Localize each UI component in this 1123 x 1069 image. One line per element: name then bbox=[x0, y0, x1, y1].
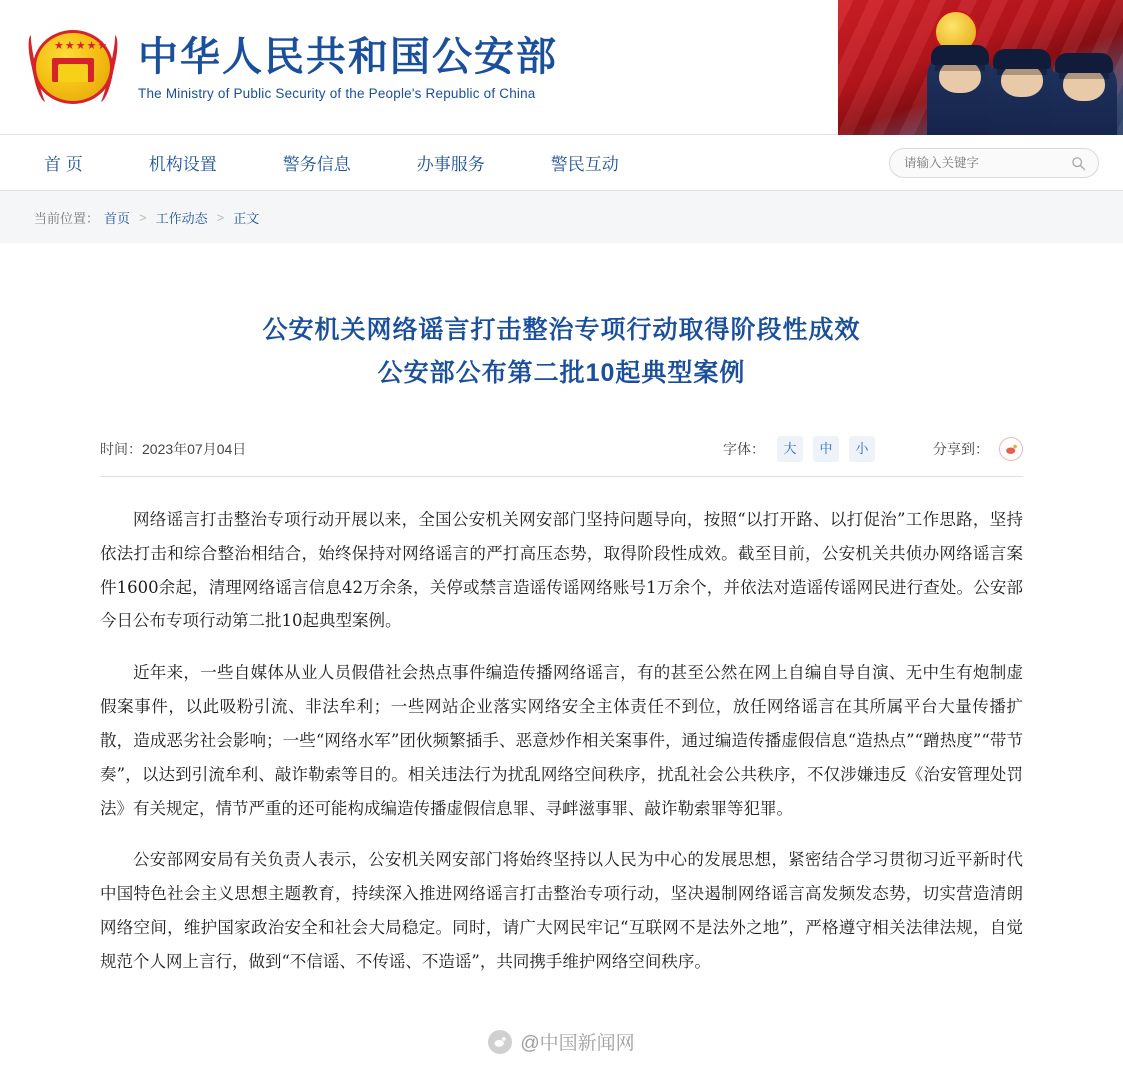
site-title: 中华人民共和国公安部 bbox=[138, 33, 558, 80]
search-input[interactable] bbox=[902, 155, 1062, 171]
share-label: 分享到： bbox=[933, 441, 989, 457]
article-paragraph-2: 近年来，一些自媒体从业人员假借社会热点事件编造传播网络谣言，有的甚至公然在网上自编自导自演、无中生有炮制虚假案事件，以此吸粉引流、非法牟利；一些网站企业落实网络安全主体责任不到位，放任网络谣言在其所属平台大量传播扩散，造成恶劣社会影响；一些“网络水军”团伙频繁插手、恶意炒作相关案事件，通过编造传播虚假信息“造热点”“蹭热度”“带节奏”，以达到引流牟利、敲诈勒索等目的。相关违法行为扰乱网络空间秩序，扰乱社会公共秩序，不仅涉嫌违反《治安管理处罚法》有关规定，情节严重的还可能构成编造传播虚假信息罪、寻衅滋事罪、敲诈勒索罪等犯罪。 bbox=[100, 663, 1023, 818]
breadcrumb-current: 正文 bbox=[233, 210, 260, 226]
police-honor-guard-banner bbox=[838, 0, 1123, 135]
article-paragraph-3: 公安部网安局有关负责人表示，公安机关网安部门将始终坚持以人民为中心的发展思想，紧密结合学习贯彻习近平新时代中国特色社会主义思想主题教育，持续深入推进网络谣言打击整治专项行动，坚决遏制网络谣言高发频发态势，切实营造清朗网络空间，维护国家政治安全和社会大局稳定。同时，请广大网民牢记“互联网不是法外之地”，严格遵守相关法律法规，自觉规范个人网上言行，做到“不信谣、不传谣、不造谣”，共同携手维护网络空间秩序。 bbox=[100, 850, 1023, 971]
article bbox=[0, 243, 1123, 979]
nav-item-interaction[interactable]: 警民互动 bbox=[550, 155, 619, 174]
breadcrumb-separator: > bbox=[139, 209, 147, 225]
breadcrumb-item-worknews[interactable]: 工作动态 bbox=[155, 210, 208, 226]
font-size-medium[interactable]: 中 bbox=[813, 436, 839, 462]
font-size-label: 字体： bbox=[723, 441, 765, 457]
breadcrumb bbox=[0, 191, 1123, 243]
article-paragraph-1: 网络谣言打击整治专项行动开展以来，全国公安机关网安部门坚持问题导向，按照“以打开路、以打促治”工作思路，坚持依法打击和综合整治相结合，始终保持对网络谣言的严打高压态势，取得阶段性成效。截至目前，公安机关共侦办网络谣言案件1600余起，清理网络谣言信息42万余条，关停或禁言造谣传谣网络账号1万余个，并依法对造谣传谣网民进行查处。公安部今日公布专项行动第二批10起典型案例。 bbox=[100, 510, 1023, 631]
site-subtitle: The Ministry of Public Security of the People's Republic of China bbox=[138, 85, 536, 101]
font-size-small[interactable]: 小 bbox=[849, 436, 875, 462]
site-title-block bbox=[138, 34, 558, 101]
main-nav bbox=[0, 135, 1123, 191]
weibo-share-icon[interactable] bbox=[999, 437, 1023, 461]
nav-item-police-info[interactable]: 警务信息 bbox=[282, 155, 351, 174]
breadcrumb-item-home[interactable]: 首页 bbox=[104, 210, 131, 226]
watermark bbox=[0, 1028, 1123, 1055]
national-emblem-icon: ★★★★★ bbox=[30, 24, 116, 110]
nav-item-services[interactable]: 办事服务 bbox=[416, 155, 485, 174]
nav-item-home[interactable]: 首 页 bbox=[44, 155, 83, 174]
publish-time-value: 2023年07月04日 bbox=[142, 441, 247, 457]
breadcrumb-prefix: 当前位置： bbox=[34, 210, 100, 226]
article-title-line-2: 公安部公布第二批10起典型案例 bbox=[377, 358, 746, 387]
article-title-line-1: 公安机关网络谣言打击整治专项行动取得阶段性成效 bbox=[262, 316, 861, 344]
publish-time-label: 时间： bbox=[100, 441, 142, 457]
search-box[interactable] bbox=[889, 148, 1099, 178]
site-header bbox=[0, 0, 1123, 135]
page-title bbox=[100, 243, 1023, 394]
article-body bbox=[100, 477, 1023, 979]
search-icon[interactable] bbox=[1071, 156, 1086, 171]
nav-item-organization[interactable]: 机构设置 bbox=[148, 155, 217, 174]
watermark-text: @中国新闻网 bbox=[520, 1033, 635, 1054]
article-meta bbox=[100, 436, 1023, 477]
breadcrumb-separator-2: > bbox=[216, 209, 225, 225]
weibo-logo-icon bbox=[488, 1030, 512, 1054]
font-size-large[interactable]: 大 bbox=[777, 436, 803, 462]
